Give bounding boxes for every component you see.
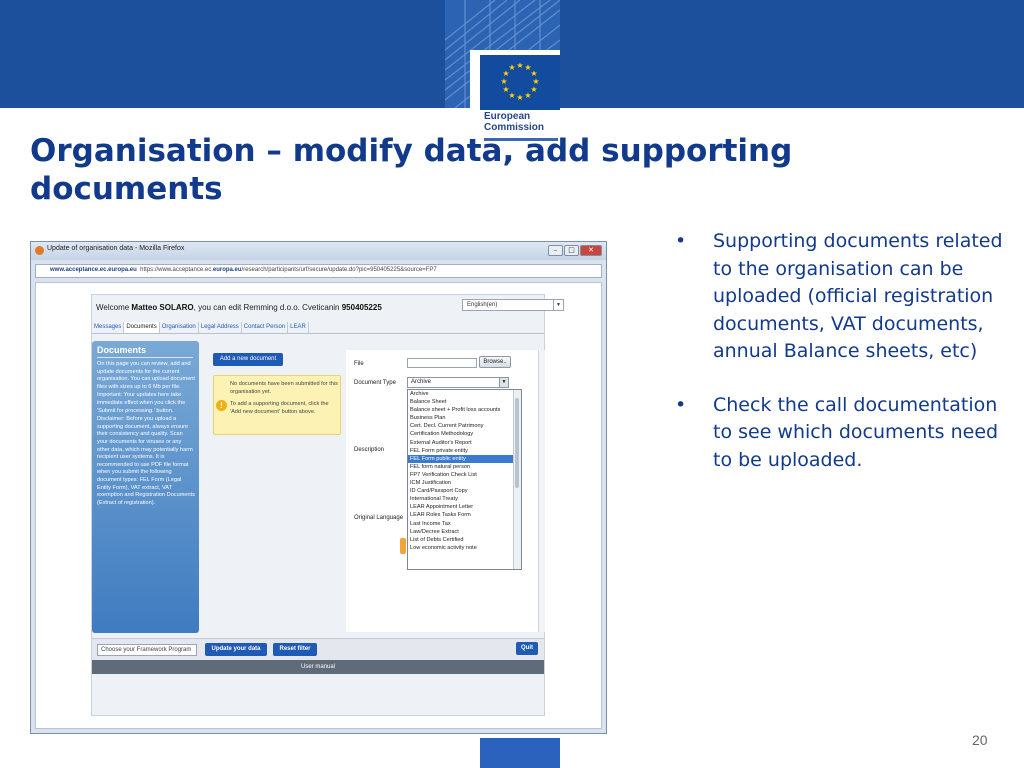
svg-text:★: ★ <box>530 85 538 94</box>
dropdown-option[interactable]: FEL form natural person <box>410 463 471 470</box>
document-type-dropdown[interactable] <box>407 389 522 570</box>
ec-logo-text <box>484 111 544 133</box>
dropdown-option[interactable]: External Auditor's Report <box>410 439 472 446</box>
maximize-button[interactable]: □ <box>564 245 579 256</box>
dropdown-option[interactable]: LEAR Appointment Letter <box>410 504 474 511</box>
dropdown-options <box>408 390 521 552</box>
dropdown-option[interactable]: International Treaty <box>410 496 458 503</box>
reset-filter-button[interactable]: Reset filter <box>273 643 317 656</box>
svg-text:★: ★ <box>516 61 524 70</box>
docs-paragraph: Disclaimer: Before you upload a supporting document, always ensure their consistency and quality. Scan your documents for viruses or any other data, which may potentially harm recipient user systems. It is recommended to use PDF file format when you submit the following document types: FEL Form (Legal Entity Form), VAT extract, VAT exemption and Registration Documents (Extract of registration). <box>97 416 195 506</box>
docs-paragraph: Important: Your updates here take immediate effect when you click the 'Submit for processing.' button. <box>97 392 186 414</box>
svg-text:★: ★ <box>516 93 524 102</box>
scrollbar-thumb[interactable] <box>515 398 519 488</box>
dropdown-scrollbar[interactable] <box>513 390 521 569</box>
dropdown-option[interactable]: LEAR Roles Tasks Form <box>410 512 471 519</box>
bullet-item <box>675 228 1005 366</box>
eu-flag-icon <box>480 55 560 110</box>
tab-legal-address[interactable]: Legal Address <box>199 322 242 333</box>
no-documents-warning <box>213 375 341 435</box>
tab-documents[interactable]: Documents <box>124 322 159 333</box>
svg-text:★: ★ <box>502 85 510 94</box>
tab-lear[interactable]: LEAR <box>288 322 309 333</box>
welcome-mid: , you can edit Remming d.o.o. Cveticanin <box>193 303 342 312</box>
url-suffix: /research/participants/urf/secure/update.do?pic=950405225&source=FP7 <box>241 267 437 273</box>
svg-text:★: ★ <box>508 91 516 100</box>
dropdown-option[interactable]: Law/Decree Extract <box>410 528 459 535</box>
dropdown-option[interactable]: Balance Sheet <box>410 399 447 406</box>
url-bar[interactable] <box>35 264 602 278</box>
warning-icon: ! <box>216 400 227 411</box>
svg-text:★: ★ <box>532 77 540 86</box>
save-button-partial[interactable] <box>400 538 406 554</box>
window-titlebar <box>31 242 606 260</box>
warning-text <box>230 381 338 421</box>
dropdown-option[interactable]: FEL Form private entity <box>410 447 468 454</box>
quit-button[interactable]: Quit <box>516 642 538 655</box>
page-viewport <box>35 282 602 729</box>
svg-text:★: ★ <box>524 91 532 100</box>
documents-info-panel <box>92 341 199 633</box>
bullet-dot: • <box>675 230 687 252</box>
svg-text:★: ★ <box>530 69 538 78</box>
footer-accent <box>480 738 560 768</box>
browse-button[interactable]: Browse.. <box>479 356 511 368</box>
svg-text:★: ★ <box>500 77 508 86</box>
document-type-select[interactable] <box>407 377 509 388</box>
welcome-prefix: Welcome <box>96 303 132 312</box>
tab-bar <box>92 322 309 333</box>
url-bold: europa.eu <box>212 267 242 273</box>
bullet-text: Supporting documents related to the organisation can be uploaded (official registration documents, VAT documents, annual Balance sheets, etc) <box>713 230 1003 362</box>
welcome-message <box>96 303 382 312</box>
bullet-dot: • <box>675 393 687 416</box>
page-number: 20 <box>972 732 988 748</box>
tab-messages[interactable]: Messages <box>92 322 124 333</box>
document-type-label: Document Type <box>354 380 396 386</box>
minimize-button[interactable]: – <box>548 245 563 256</box>
close-window-button[interactable]: ✕ <box>580 245 602 256</box>
dropdown-option[interactable]: FEL Form public entity <box>408 455 521 463</box>
dropdown-option[interactable]: Certification Methodology <box>410 431 474 438</box>
tab-divider <box>92 333 544 334</box>
user-manual-link[interactable]: User manual <box>92 660 544 674</box>
svg-text:★: ★ <box>508 63 516 72</box>
documents-panel-body <box>97 361 195 508</box>
framework-program-select[interactable]: Choose your Framework Program <box>97 644 197 656</box>
file-input[interactable] <box>407 358 477 368</box>
bullet-item <box>675 392 1005 475</box>
warning-line-2: To add a supporting document, click the 'Add new document' button above. <box>230 401 329 415</box>
documents-panel-title: Documents <box>97 345 147 355</box>
dropdown-option[interactable]: ICM Justification <box>410 480 452 487</box>
dropdown-option[interactable]: Archive <box>410 391 429 397</box>
document-form <box>346 350 542 632</box>
tab-contact-person[interactable]: Contact Person <box>242 322 288 333</box>
dropdown-option[interactable]: List of Debts Certified <box>410 536 464 543</box>
update-data-button[interactable]: Update your data <box>205 643 267 656</box>
svg-text:★: ★ <box>502 69 510 78</box>
welcome-user: Matteo SOLARO <box>131 303 194 312</box>
slide-title: Organisation – modify data, add supporting documents <box>30 133 793 207</box>
svg-text:★: ★ <box>524 63 532 72</box>
chevron-down-icon: ▼ <box>553 300 563 310</box>
document-type-value: Archive <box>411 379 432 385</box>
original-language-label: Original Language <box>354 515 404 521</box>
form-scrollbar[interactable] <box>538 350 545 632</box>
file-label: File <box>354 361 364 367</box>
app-panel <box>91 294 561 716</box>
dropdown-option[interactable]: Business Plan <box>410 415 446 422</box>
chevron-down-icon: ▼ <box>499 378 508 387</box>
language-value: English(en) <box>467 302 498 308</box>
bottom-toolbar <box>92 638 544 661</box>
add-document-button[interactable]: Add a new document <box>213 353 283 366</box>
bullet-text: Check the call documentation to see which documents need to be uploaded. <box>713 393 999 471</box>
docs-paragraph: On this page you can review, add and update documents for the current organisation. You can upload document files with sizes up to 6 Mb per file. <box>97 361 195 390</box>
dropdown-option[interactable]: FP7 Verification Check List <box>410 471 477 478</box>
dropdown-option[interactable]: Last Income Tax <box>410 520 451 527</box>
tab-organisation[interactable]: Organisation <box>160 322 199 333</box>
description-label: Description <box>354 447 385 453</box>
url-site-badge: www.acceptance.ec.europa.eu <box>50 267 137 273</box>
welcome-pic: 950405225 <box>341 303 382 312</box>
firefox-icon <box>35 246 44 255</box>
dropdown-option[interactable]: Cert. Decl. Current Patrimony <box>410 423 484 430</box>
url-prefix: https://www.acceptance.ec. <box>140 267 213 273</box>
logo-line-2: Commission <box>484 122 545 133</box>
documents-panel-rule <box>97 357 193 358</box>
browser-window <box>30 241 607 734</box>
dropdown-option[interactable]: Balance sheet + Profit loss accounts <box>410 407 501 414</box>
bullet-list <box>675 228 1005 500</box>
warning-line-1: No documents have been submitted for this organisation yet. <box>230 381 338 395</box>
url-text <box>50 267 437 273</box>
dropdown-option[interactable]: ID Card/Passport Copy <box>410 488 468 495</box>
language-select[interactable] <box>462 299 564 311</box>
dropdown-option[interactable]: Low economic activity note <box>410 544 477 551</box>
logo-line-1: European <box>484 111 531 122</box>
window-title: Update of organisation data - Mozilla Firefox <box>47 245 185 252</box>
